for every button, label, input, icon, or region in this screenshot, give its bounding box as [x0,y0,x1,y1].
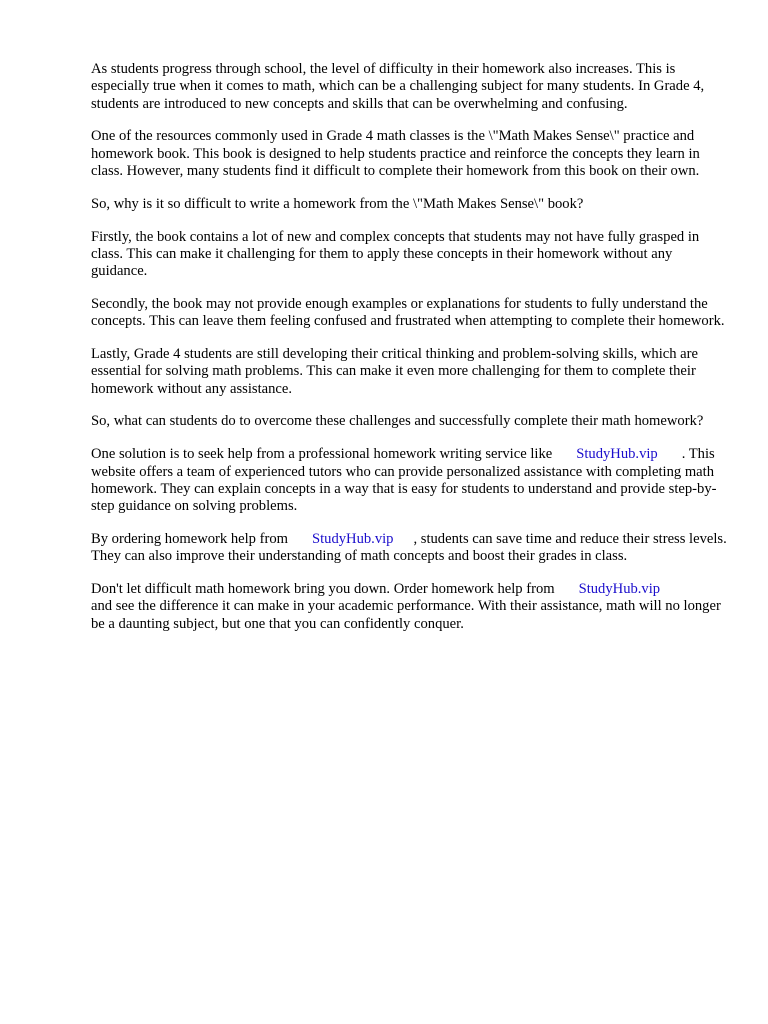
paragraph-secondly: Secondly, the book may not provide enough examples or explanations for students to fully understand the concepts. This can leave them feeling confused and frustrated when attempting to complete their homework. [91,295,725,330]
paragraph-lastly: Lastly, Grade 4 students are still developing their critical thinking and problem-solving skills, which are essential for solving math problems. This can make it even more challenging for them to complete their homework without any assistance. [91,346,698,397]
paragraph-conclusion-text-after: and see the difference it can make in your academic performance. With their assistance, math will no longer be a daunting subject, but one that you can confidently conquer. [91,598,721,632]
paragraph-conclusion-text-before: Don't let difficult math homework bring you down. Order homework help from [91,581,555,598]
studyhub-link-2[interactable]: StudyHub.vip [311,530,394,547]
paragraph-resources: One of the resources commonly used in Grade 4 math classes is the \"Math Makes Sense\" practice and homework book. This book is designed to help students practice and reinforce the concepts they learn in class. However, many students find it difficult to complete their homework from this book on their own. [91,128,700,179]
document-body [91,61,731,648]
paragraph-solution-text-after: . This website offers a team of experienced tutors who can provide personalized assistance with completing math homework. They can explain concepts in a way that is easy for students to understand and provide step-by-step guidance on solving problems. [91,446,717,515]
paragraph-question: So, why is it so difficult to write a homework from the \"Math Makes Sense\" book? [91,195,584,212]
paragraph-firstly: Firstly, the book contains a lot of new and complex concepts that students may not have fully grasped in class. This can make it challenging for them to apply these concepts in their homework without any guidance. [91,228,700,280]
paragraph-ordering-text-before: By ordering homework help from [91,530,288,547]
paragraph-conclusion [91,581,731,633]
paragraph-intro: As students progress through school, the level of difficulty in their homework also increases. This is especially true when it comes to math, which can be a challenging subject for many students. In Grade 4, students are introduced to new concepts and skills that can be overwhelming and confusing. [91,61,705,112]
paragraph-ordering-text-after: , students can save time and reduce their stress levels. They can also improve their understanding of math concepts and boost their grades in class. [91,530,727,565]
paragraph-solution [91,446,731,515]
paragraph-ordering [91,531,731,566]
studyhub-link-1[interactable]: StudyHub.vip [576,446,658,463]
studyhub-link-3[interactable]: StudyHub.vip [578,581,661,598]
paragraph-solution-text-before: One solution is to seek help from a professional homework writing service like [91,446,553,463]
paragraph-what-can-students-do: So, what can students do to overcome these challenges and successfully complete their math homework? [91,413,704,430]
